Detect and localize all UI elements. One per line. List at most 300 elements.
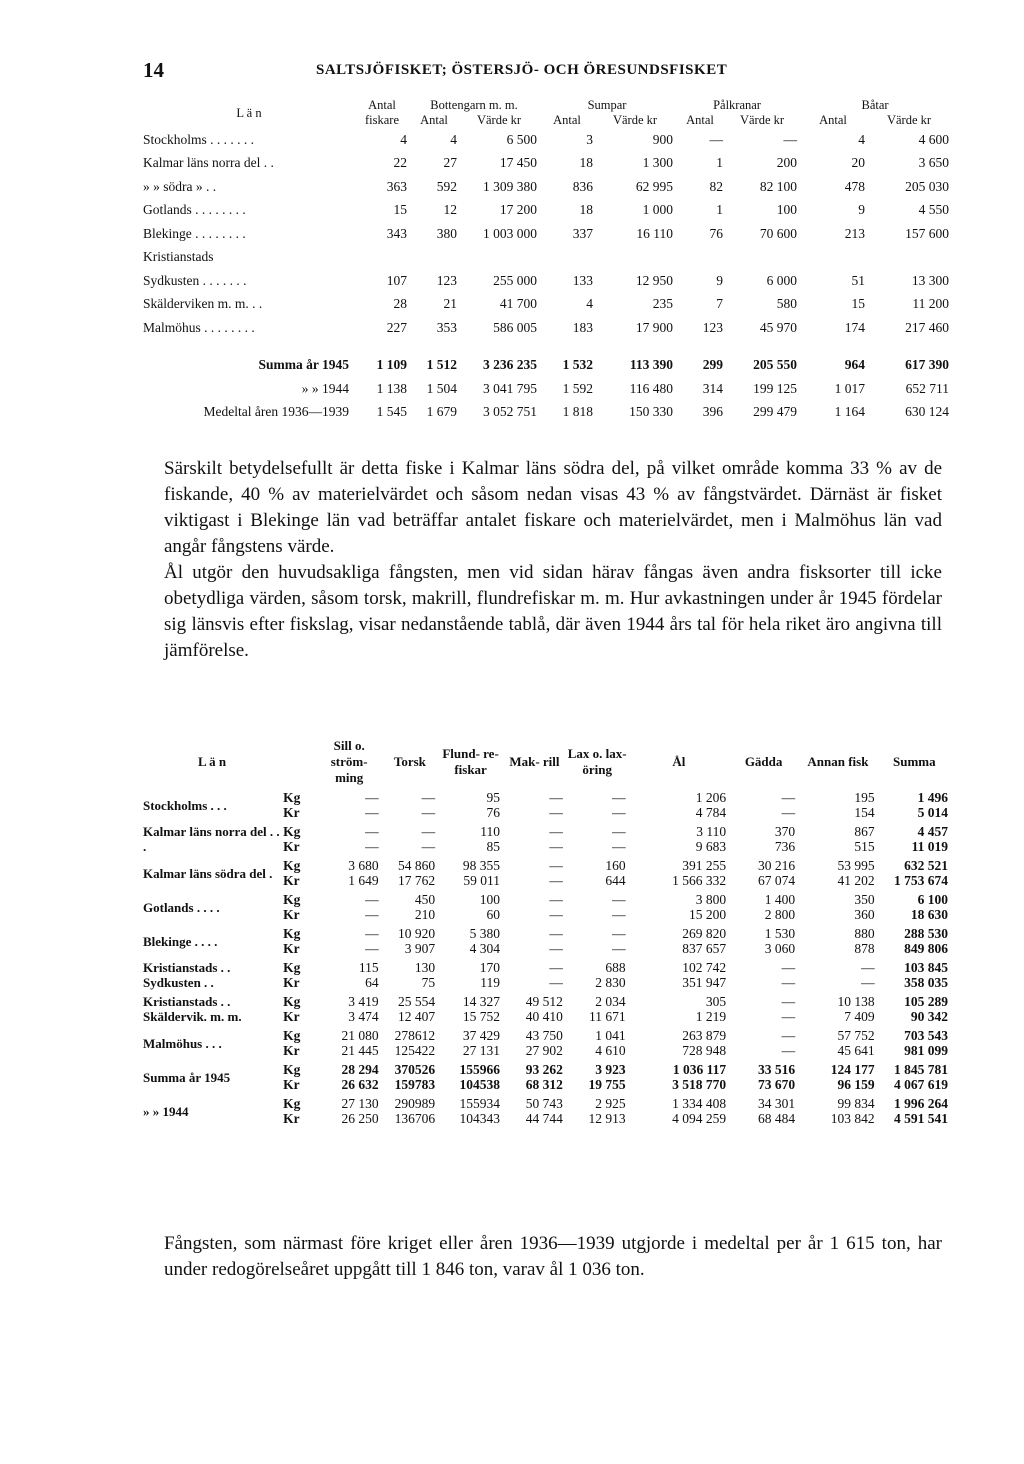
table-row	[143, 128, 951, 152]
table-cell: 100	[776, 202, 798, 218]
table-cell: 85	[486, 839, 501, 854]
table-cell: —	[365, 805, 379, 820]
table-cell: 16 110	[636, 225, 674, 241]
table-cell: 53 995	[837, 858, 875, 873]
unit-label: Kr	[283, 907, 300, 922]
table-cell: 33 516	[758, 1062, 796, 1077]
header-lan: L ä n	[236, 105, 262, 120]
table-cell: 40 410	[525, 1009, 563, 1024]
table-cell: 102 742	[682, 960, 727, 975]
table-cell: 1 309 380	[483, 178, 537, 194]
table-cell: 3 800	[695, 892, 727, 907]
summary-cell: 150 330	[629, 404, 674, 420]
table-cell: 1 649	[348, 873, 379, 888]
table-cell: —	[549, 790, 563, 805]
paragraph-3: Fångsten, som närmast före kriget eller åren 1936—1939 utgjorde i medeltal per år 1 615 ton, har under redogörelseåret uppgått till 1 846 ton, varav ål 1 036 ton.	[164, 1233, 942, 1280]
table-cell: 123	[436, 272, 457, 288]
table-cell: 155934	[459, 1096, 501, 1111]
table-cell: 1 496	[917, 790, 948, 805]
table-cell: 391 255	[682, 858, 727, 873]
table-cell: 110	[480, 824, 501, 839]
unit-label: Kr	[283, 1111, 300, 1126]
row-label: Sydkusten . . . . . . .	[143, 272, 247, 288]
summary-cell: 1 512	[426, 357, 457, 373]
table-cell: 159783	[394, 1077, 436, 1092]
table-cell: 20	[851, 155, 866, 171]
table-cell: 41 202	[837, 873, 875, 888]
table-row	[143, 316, 951, 340]
summary-cell: 299 479	[753, 404, 798, 420]
table-cell: 22	[393, 155, 407, 171]
table-row	[143, 222, 951, 246]
table-cell: 9	[858, 202, 866, 218]
table-cell: 75	[421, 975, 436, 990]
row-label: » » södra » . .	[143, 178, 217, 194]
unit-label: Kg	[283, 858, 301, 873]
table-cell: 3 419	[348, 994, 379, 1009]
table-cell: 59 011	[463, 873, 501, 888]
table-cell: 27 130	[341, 1096, 379, 1111]
table-cell: 2 800	[764, 907, 796, 922]
table-row	[143, 293, 951, 317]
table-cell: 263 879	[682, 1028, 727, 1043]
table-cell: —	[612, 907, 626, 922]
table-cell: 1	[716, 202, 724, 218]
summary-row	[143, 377, 951, 401]
table-cell: —	[365, 892, 379, 907]
table-cell: 136706	[394, 1111, 436, 1126]
table-cell: 736	[774, 839, 796, 854]
row-label: Kristianstads . . Skäldervik. m. m.	[143, 994, 242, 1024]
t2-header-lan: L ä n	[197, 754, 227, 769]
header-antal-fiskare: Antal fiskare	[364, 98, 399, 127]
table-cell: —	[549, 907, 563, 922]
table-cell: 13 300	[911, 272, 950, 288]
row-label: » » 1944	[143, 1103, 189, 1119]
t2-header-lax: Lax o. lax- öring	[567, 746, 627, 777]
table-cell: 93 262	[525, 1062, 563, 1077]
table-cell: —	[612, 941, 626, 956]
t2-header-summa: Summa	[893, 754, 936, 769]
table-cell: 1 753 674	[894, 873, 948, 888]
table-cell: 11 019	[911, 839, 948, 854]
subheader-varde: Värde kr	[612, 113, 658, 127]
table-cell: 205 030	[905, 178, 950, 194]
table-cell: —	[549, 941, 563, 956]
table-row	[143, 199, 951, 223]
t2-header-torsk: Torsk	[393, 754, 426, 769]
header-sumpar: Sumpar	[587, 98, 627, 112]
table-cell	[539, 246, 595, 270]
table-cell: —	[709, 131, 724, 147]
table-cell: 99 834	[837, 1096, 875, 1111]
table-cell: 235	[652, 296, 674, 312]
table-cell: 73 670	[758, 1077, 796, 1092]
table-cell: 305	[705, 994, 727, 1009]
summary-cell: 3 236 235	[483, 357, 537, 373]
table-cell: 82 100	[759, 178, 798, 194]
table-cell: 12	[443, 202, 457, 218]
table-cell	[409, 246, 459, 270]
table-cell: 849 806	[904, 941, 948, 956]
unit-label: Kr	[283, 839, 300, 854]
table-cell: 3	[586, 131, 593, 147]
table-cell: 34 301	[758, 1096, 796, 1111]
summary-cell: 630 124	[905, 404, 950, 420]
table-cell: 28	[393, 296, 407, 312]
table-cell: 478	[844, 178, 866, 194]
summary-cell: 1 164	[834, 404, 866, 420]
table-cell: 18 630	[910, 907, 948, 922]
table-cell: 1 400	[764, 892, 796, 907]
table-cell: —	[612, 892, 626, 907]
table-cell: 981 099	[904, 1043, 948, 1058]
table-cell: 3 518 770	[672, 1077, 727, 1092]
table-cell: 154	[854, 805, 875, 820]
table-cell: 25 554	[398, 994, 436, 1009]
table-cell: —	[781, 805, 796, 820]
table-cell: 28 294	[341, 1062, 379, 1077]
table-cell: 1 000	[642, 202, 674, 218]
table-cell: 18	[579, 202, 593, 218]
unit-label: Kr	[283, 1043, 300, 1058]
table-row	[143, 990, 951, 1009]
table-cell: 3 650	[918, 155, 950, 171]
table-cell: 41 700	[499, 296, 537, 312]
table-cell: 174	[844, 319, 866, 335]
running-title: SALTSJÖFISKET; ÖSTERSJÖ- OCH ÖRESUNDSFISKET	[316, 62, 728, 78]
table-cell: 27 902	[525, 1043, 563, 1058]
unit-label: Kg	[283, 1028, 301, 1043]
table-cell: 119	[480, 975, 501, 990]
subheader-varde: Värde kr	[886, 113, 932, 127]
table-cell: 21	[443, 296, 457, 312]
table-cell: 67 074	[758, 873, 796, 888]
table-cell: —	[549, 839, 563, 854]
subheader-antal: Antal	[686, 113, 714, 127]
table-cell: 1 845 781	[894, 1062, 948, 1077]
table-cell: 125422	[394, 1043, 436, 1058]
table-cell: 11 200	[912, 296, 950, 312]
table-cell: 37 429	[462, 1028, 501, 1043]
table-cell: 14 327	[462, 994, 501, 1009]
table-cell: —	[365, 824, 379, 839]
summary-cell: 964	[844, 357, 866, 373]
table-cell: —	[549, 858, 563, 873]
table-cell: —	[612, 839, 626, 854]
table-cell: —	[365, 926, 379, 941]
summary-label: Medeltal åren 1936—1939	[203, 404, 349, 420]
table-cell: 76	[709, 225, 724, 241]
table-cell: 1 206	[695, 790, 727, 805]
summary-cell: 1 017	[834, 380, 866, 396]
subheader-antal: Antal	[819, 113, 847, 127]
table-cell: 4 094 259	[672, 1111, 727, 1126]
table-cell: 1 036 117	[672, 1062, 727, 1077]
table-cell: 1 300	[642, 155, 674, 171]
table-cell: 1 041	[595, 1028, 626, 1043]
summary-cell: 1 504	[426, 380, 457, 396]
table-cell: 337	[572, 225, 593, 241]
table-cell: 12 950	[635, 272, 674, 288]
row-label: Kristianstads	[143, 249, 214, 265]
table-row	[143, 786, 951, 805]
t2-header-flund: Flund- re- fiskar	[442, 746, 499, 777]
table-cell: 3 923	[595, 1062, 626, 1077]
table-cell: —	[421, 805, 436, 820]
table-cell: 380	[436, 225, 457, 241]
summary-label: Summa år 1945	[258, 357, 349, 373]
table-cell: 27 131	[462, 1043, 501, 1058]
row-label: Stockholms . . .	[143, 797, 227, 813]
table-cell: 586 005	[493, 319, 537, 335]
table-cell: 76	[486, 805, 501, 820]
table-cell: 12 913	[588, 1111, 626, 1126]
table-cell: —	[781, 994, 796, 1009]
table-cell: 1 003 000	[483, 225, 537, 241]
summary-cell: 396	[702, 404, 724, 420]
table-cell: 4	[400, 131, 407, 147]
table-cell: 6 000	[766, 272, 798, 288]
table-cell	[675, 246, 725, 270]
table-cell: 592	[436, 178, 457, 194]
table-cell: 353	[436, 319, 457, 335]
table-cell: 68 312	[525, 1077, 563, 1092]
table-cell: 227	[386, 319, 407, 335]
table-cell: 60	[486, 907, 501, 922]
summary-cell: 113 390	[629, 357, 674, 373]
table-cell: 343	[386, 225, 407, 241]
table-cell: —	[783, 131, 798, 147]
table-cell: —	[549, 805, 563, 820]
unit-label: Kg	[283, 1096, 301, 1111]
row-label: Stockholms . . . . . . .	[143, 131, 255, 147]
t2-header-al: Ål	[672, 754, 686, 769]
table-cell: 880	[854, 926, 875, 941]
header-bottengarn: Bottengarn m. m.	[430, 98, 518, 112]
table-cell: 50 743	[525, 1096, 563, 1111]
table-row	[143, 269, 951, 293]
table-cell: —	[365, 790, 379, 805]
table-cell	[595, 246, 675, 270]
summary-cell: 116 480	[629, 380, 674, 396]
summary-label: » » 1944	[301, 380, 349, 396]
table-cell: 45 970	[759, 319, 798, 335]
table-cell: 1 334 408	[672, 1096, 727, 1111]
table-cell: 90 342	[910, 1009, 948, 1024]
table-cell: 358 035	[904, 975, 948, 990]
table-cell: 4	[450, 131, 457, 147]
table-cell: 43 750	[525, 1028, 563, 1043]
table-cell: —	[781, 975, 796, 990]
summary-cell: 1 545	[376, 404, 407, 420]
table-cell: 3 110	[696, 824, 727, 839]
table-cell: 17 762	[398, 873, 436, 888]
table-cell: 45 641	[837, 1043, 875, 1058]
table-row	[143, 888, 951, 907]
table-cell: 26 250	[341, 1111, 379, 1126]
table-cell: —	[781, 1028, 796, 1043]
table-cell: 1 566 332	[672, 873, 727, 888]
table-cell: 278612	[394, 1028, 436, 1043]
table-cell: 4 067 619	[894, 1077, 948, 1092]
table-cell: 7	[716, 296, 724, 312]
table-row	[143, 152, 951, 176]
table-cell: 288 530	[904, 926, 948, 941]
table-cell: 9 683	[695, 839, 727, 854]
table-cell: 124 177	[830, 1062, 875, 1077]
table-cell: —	[781, 1009, 796, 1024]
table-cell: 17 200	[499, 202, 537, 218]
table-cell: —	[365, 839, 379, 854]
table-cell: 54 860	[398, 858, 436, 873]
table-cell: 95	[486, 790, 501, 805]
table-cell: 363	[386, 178, 407, 194]
summary-cell: 1 818	[562, 404, 593, 420]
table-cell: 900	[652, 131, 674, 147]
summary-cell: 199 125	[753, 380, 798, 396]
table-cell: 4 591 541	[894, 1111, 948, 1126]
unit-label: Kg	[283, 926, 301, 941]
table-cell: 269 820	[682, 926, 727, 941]
table-cell: 837 657	[682, 941, 727, 956]
table-cell: 2 925	[595, 1096, 626, 1111]
summary-cell: 1 532	[562, 357, 593, 373]
table-cell: 64	[365, 975, 379, 990]
unit-label: Kr	[283, 1009, 300, 1024]
table-cell: —	[861, 960, 875, 975]
table-cell: 515	[854, 839, 875, 854]
row-label: Gotlands . . . . . . . .	[143, 202, 246, 218]
table-cell: —	[549, 975, 563, 990]
table-cell: 21 080	[341, 1028, 379, 1043]
table-cell: 183	[572, 319, 593, 335]
table-cell: 255 000	[493, 272, 537, 288]
unit-label: Kg	[283, 1062, 301, 1077]
t2-header-makrill: Mak- rill	[509, 754, 560, 769]
page-number: 14	[143, 58, 164, 82]
unit-label: Kg	[283, 994, 301, 1009]
summary-row	[143, 354, 951, 378]
table-cell: 4 304	[469, 941, 501, 956]
table-cell	[355, 246, 409, 270]
table-cell: 3 474	[348, 1009, 379, 1024]
table-cell: 51	[851, 272, 866, 288]
table-row	[143, 175, 951, 199]
table-cell: 17 900	[635, 319, 674, 335]
table-cell: 98 355	[462, 858, 501, 873]
header-palkranar: Pålkranar	[713, 98, 761, 112]
unit-label: Kr	[283, 805, 300, 820]
unit-label: Kr	[283, 941, 300, 956]
table-cell: 580	[776, 296, 798, 312]
table-cell: 867	[854, 824, 875, 839]
summary-cell: 652 711	[905, 380, 950, 396]
t2-header-gadda: Gädda	[744, 754, 783, 769]
row-label: Kalmar läns södra del .	[143, 865, 273, 881]
table-cell: 57 752	[837, 1028, 875, 1043]
table-cell	[867, 246, 951, 270]
table-cell: 104538	[459, 1077, 501, 1092]
unit-label: Kr	[283, 1077, 300, 1092]
subheader-varde: Värde kr	[739, 113, 785, 127]
table-cell: 370526	[394, 1062, 436, 1077]
table-cell: 200	[776, 155, 798, 171]
table-cell: 4 610	[595, 1043, 626, 1058]
table-cell: 96 159	[837, 1077, 875, 1092]
table-cell: —	[781, 1043, 796, 1058]
table-cell: 170	[479, 960, 501, 975]
table-cell: 133	[572, 272, 593, 288]
summary-cell: 314	[702, 380, 724, 396]
unit-label: Kg	[283, 892, 301, 907]
table-cell: 10 920	[398, 926, 436, 941]
summary-cell: 3 052 751	[483, 404, 537, 420]
table-cell: —	[421, 824, 436, 839]
table-cell: 450	[414, 892, 436, 907]
table-row	[143, 854, 951, 873]
summary-cell: 3 041 795	[483, 380, 537, 396]
table-cell: 82	[709, 178, 724, 194]
table-cell	[799, 246, 867, 270]
row-label: Summa år 1945	[143, 1069, 231, 1085]
table-cell: 350	[854, 892, 875, 907]
table-cell: 728 948	[682, 1043, 727, 1058]
table-cell: 26 632	[341, 1077, 379, 1092]
table-cell: —	[781, 960, 796, 975]
table-cell: 3 680	[348, 858, 379, 873]
table-cell: 15 752	[462, 1009, 501, 1024]
table-cell: 155966	[459, 1062, 501, 1077]
table-cell: 703 543	[904, 1028, 948, 1043]
table-row	[143, 956, 951, 975]
table-cell: 103 845	[904, 960, 948, 975]
table-cell: —	[549, 873, 563, 888]
table-cell: 195	[854, 790, 875, 805]
table-cell: —	[421, 790, 436, 805]
paragraph-1: Särskilt betydelsefullt är detta fiske i Kalmar läns södra del, på vilket område komma 33 % av de fiskande, 40 % av materielvärdet och såsom nedan visas 43 % av fångstvärdet. Därnäst är fisket viktigast i Blekinge län vad beträffar antalet fiskare och materielvärdet, men i Malmöhus län vad angår fångstens värde.	[164, 458, 942, 557]
unit-label: Kg	[283, 824, 301, 839]
table-row	[143, 820, 951, 839]
unit-label: Kr	[283, 873, 300, 888]
table-cell: 62 995	[635, 178, 674, 194]
row-label: Malmöhus . . . . . . . .	[143, 319, 255, 335]
unit-label: Kg	[283, 790, 301, 805]
table-cell: 115	[358, 960, 379, 975]
row-label: Malmöhus . . .	[143, 1035, 222, 1051]
row-label: Blekinge . . . .	[143, 933, 218, 949]
summary-cell: 1 592	[562, 380, 593, 396]
table-cell: 157 600	[905, 225, 950, 241]
table-cell: 103 842	[830, 1111, 875, 1126]
table-cell: 100	[479, 892, 501, 907]
subheader-antal: Antal	[420, 113, 448, 127]
table-cell: 104343	[459, 1111, 501, 1126]
table-cell: 17 450	[499, 155, 537, 171]
table-cell: 4 457	[917, 824, 948, 839]
table-cell: 360	[854, 907, 875, 922]
table-cell: 644	[605, 873, 626, 888]
table-cell: 1	[716, 155, 724, 171]
table-cell: 21 445	[341, 1043, 379, 1058]
table-cell: —	[549, 926, 563, 941]
table-cell: 12 407	[398, 1009, 436, 1024]
summary-cell: 617 390	[905, 357, 950, 373]
table-cell: 370	[774, 824, 796, 839]
summary-cell: 299	[702, 357, 724, 373]
table-cell: —	[612, 790, 626, 805]
table-cell: —	[421, 839, 436, 854]
